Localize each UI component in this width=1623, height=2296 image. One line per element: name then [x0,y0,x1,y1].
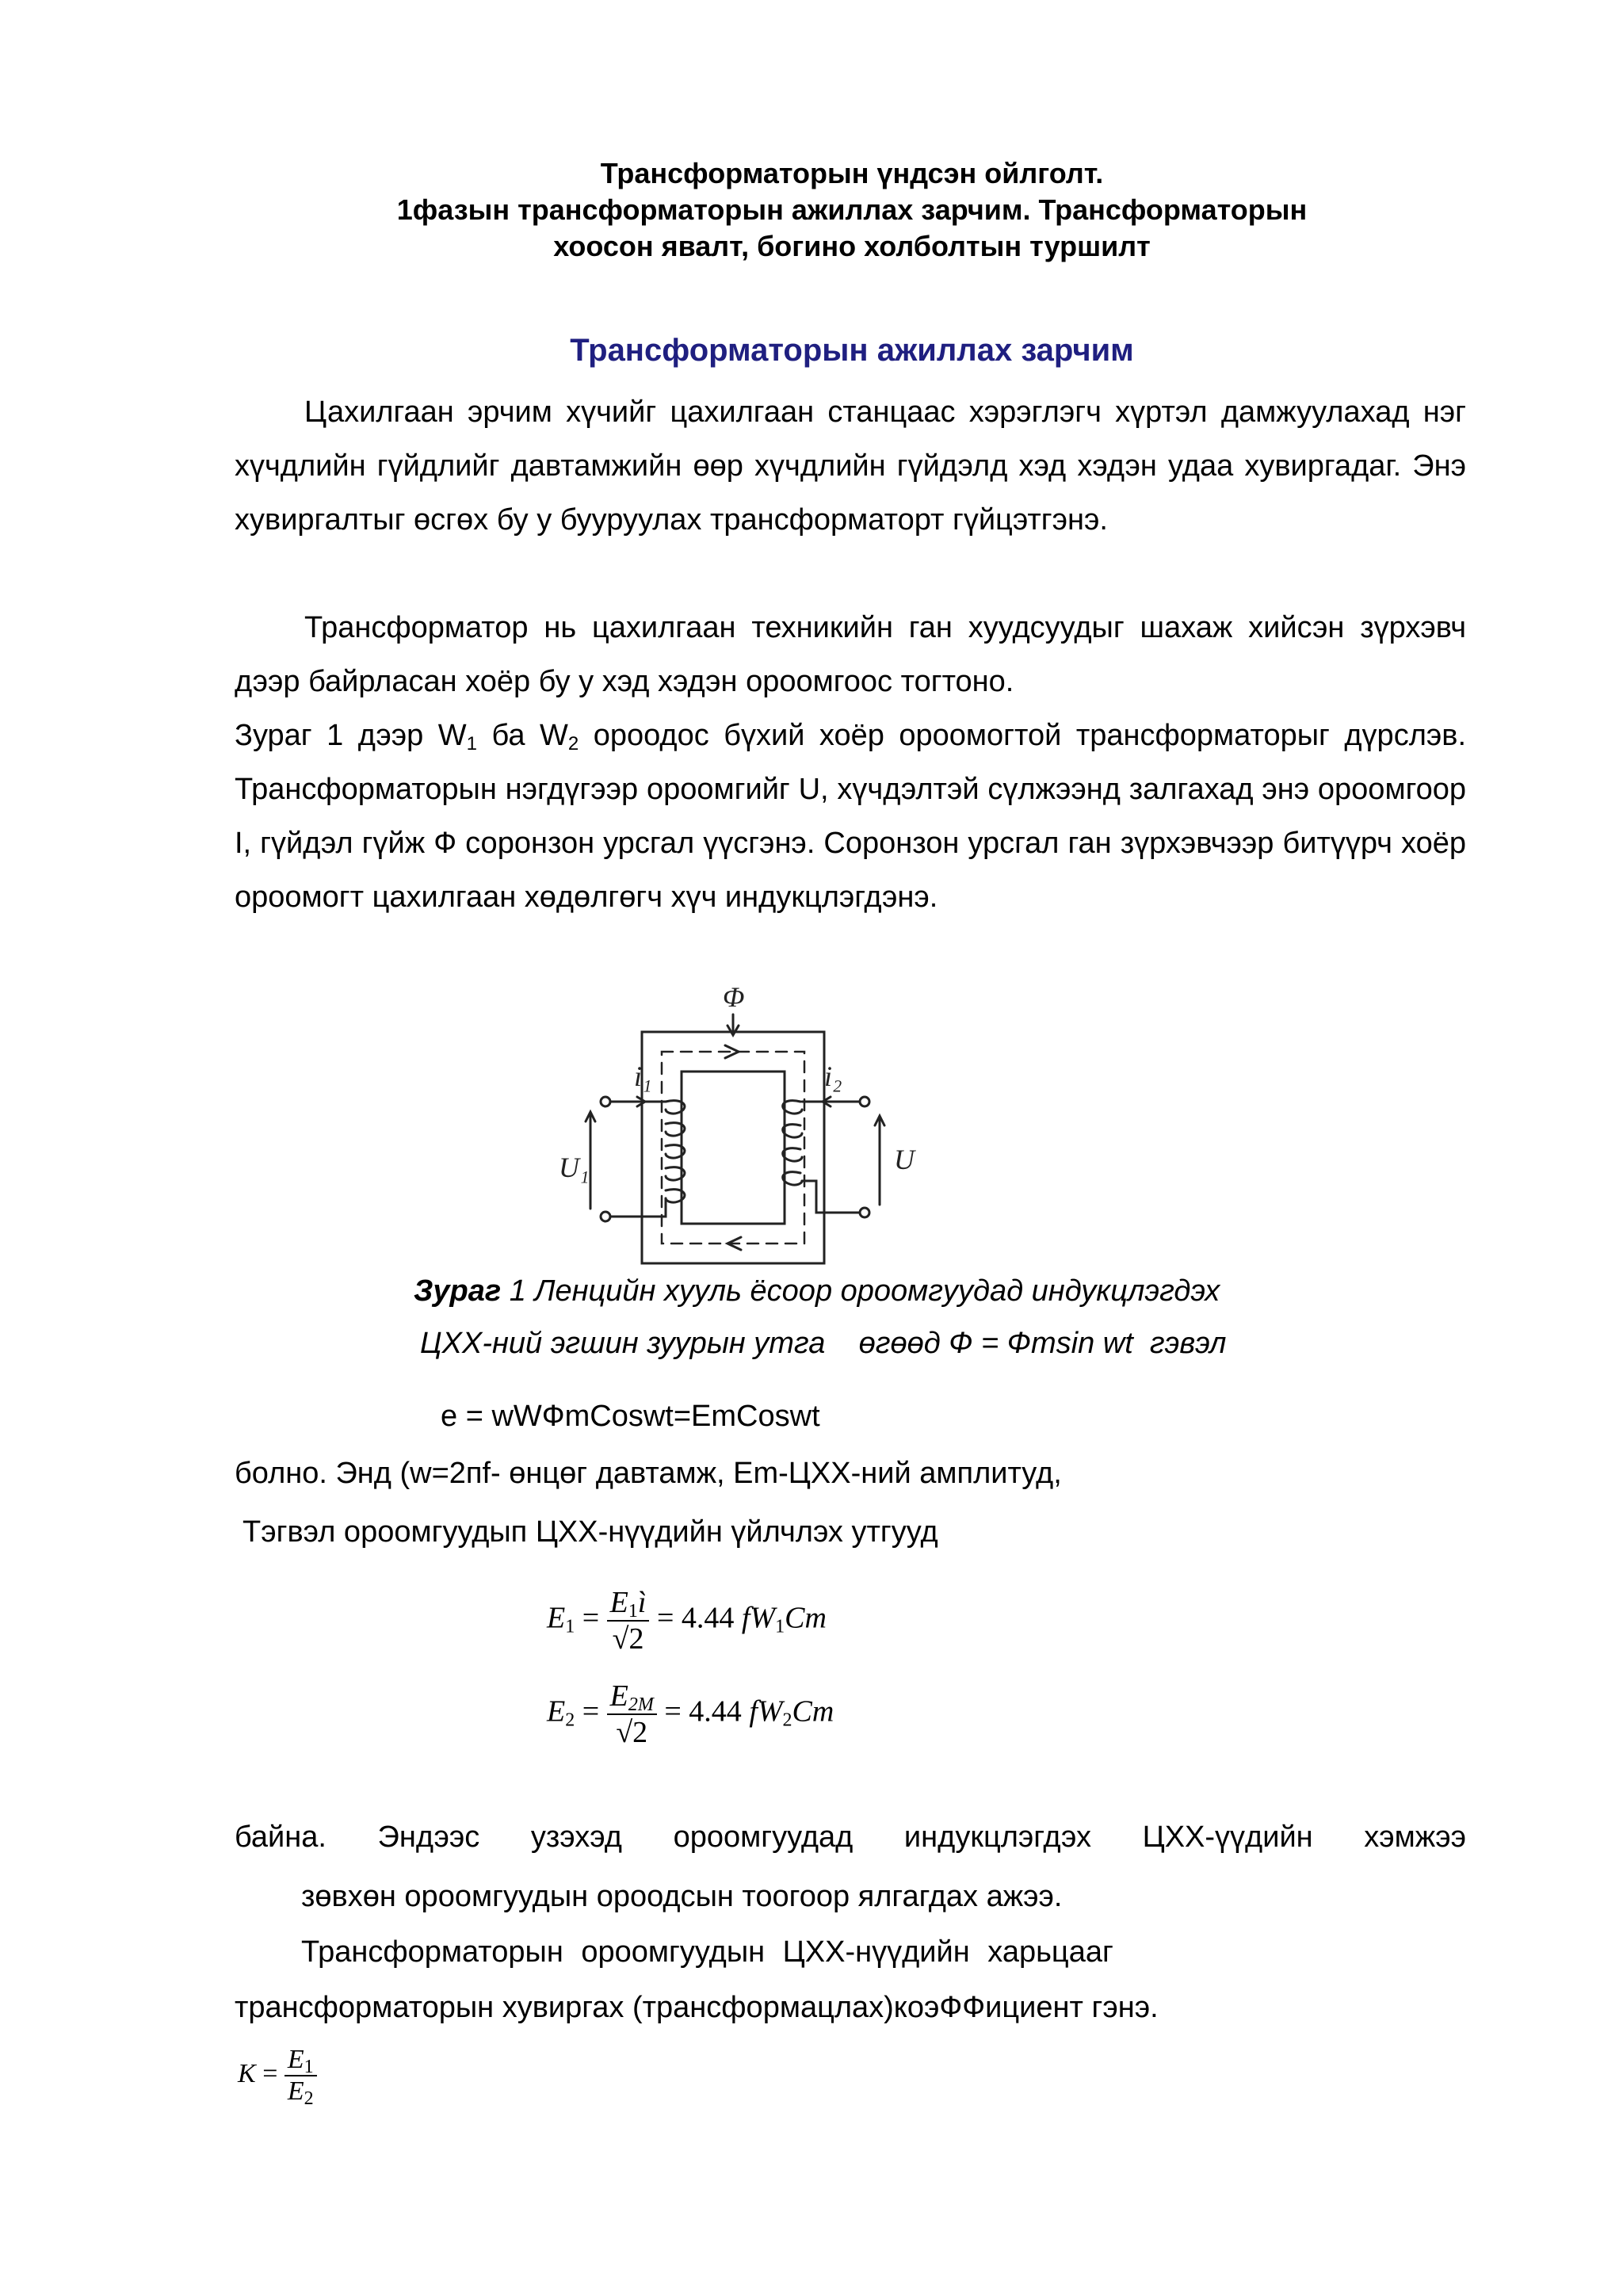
formula-e1: $E_1$ = $\frac{E_1ì}{√2}$ = 4.44 $fW_1Cm$ [547,1586,827,1656]
paragraph-1: Цахилгаан эрчим хүчийг цахилгаан станцаас хэрэглэгч хүртэл дамжуулахад нэг хүчдлийн гүйдлийг давтамжийн өөр хүчдлийн гүйдэлд хэд хэдэн удаа хувиргадаг. Энэ хувиргалтыг өсгөх бу у бууруулах трансформаторт гүйцэтгэнэ. [235,395,1466,537]
f2-num-sub: 2M [628,1694,654,1715]
f1-num: E [609,1586,628,1619]
i2-label: i₂ [824,1060,842,1092]
f2-lhs: E [547,1694,566,1729]
caption-line-2: ЦХХ-ний эгшин зуурын утга өгөөд Ф = Фmsin wt гэвэл [420,1327,1227,1360]
u2-arrow [875,1116,884,1205]
paragraph-3 [235,709,1466,924]
figure-caption [414,1274,1220,1308]
text-baina-1: байна. Эндээс узэхэд ороомгуудад индукцлэгдэх ЦХХ-үүдийн хэмжээ [235,1820,1466,1854]
f1-lhs: E [547,1601,566,1635]
caption-bold: Зураг [414,1274,502,1308]
f3-den-sub: 2 [304,2088,314,2109]
f2-rhs-f: fW [749,1694,783,1729]
para3-sub-1: 1 [466,733,477,755]
f2-den: √2 [616,1716,648,1749]
flux-label: Φ [723,983,745,1013]
terminal-secondary-bottom [860,1208,869,1217]
f3-den: E [287,2076,304,2106]
formula-k: K = $\frac{E_1}{E_2}$ [238,2045,317,2107]
f3-lhs: K [238,2058,256,2088]
f2-rhs-tail: Cm [792,1694,834,1729]
u2-label: U [894,1144,915,1175]
f2-num: E [609,1679,628,1713]
caption-rest: 1 Ленцийн хууль ёсоор ороомгуудад индукцлэгдэх [501,1274,1220,1308]
terminal-primary-top [601,1097,610,1106]
i1-label: i₁ [634,1060,652,1092]
text-ratio-2: трансформаторын хувиргах (трансформацлах)коэФФициент гэнэ. [235,1991,1159,2024]
para3-text-a: Зураг 1 дээр W [235,719,467,752]
title-line-1: Трансформаторын үндсэн ойлголт. [600,157,1104,189]
f1-num-tail: ì [637,1586,647,1619]
u1-label: U₁ [559,1152,590,1183]
text-baina-2: зөвхөн ороомгуудын ороодсын тоогоор ялгагдах ажээ. [301,1880,1063,1913]
f1-rhs-f: fW [741,1601,776,1635]
paragraph-2: Трансформатор нь цахилгаан техникийн ган хуудсуудыг шахаж хийсэн зүрхэвч дээр байрласан хоёр бу у хэд хэдэн ороомгоос тогтоно. [235,611,1466,698]
f1-rhs-sub: 1 [775,1616,785,1637]
f2-fraction [607,1679,657,1750]
title-line-3: хоосон явалт, богино холболтын туршилт [553,230,1151,262]
para3-text-c: ороодос бүхий хоёр ороомогтой трансформаторыг дүрслэв. Трансформаторын нэгдүгээр ороомгийг U, хүчдэлтэй сүлжээнд залгахад энэ ороомгоор I, гүйдэл гүйж Ф соронзон урсгал үүсгэнэ. Соронзон урсгал ган зүрхэвчээр битүүрч хоёр ороомогт цахилгаан хөдөлгөгч хүч индукцлэгдэнэ. [235,719,1466,914]
transformer-diagram [555,983,919,1276]
equation-e: e = wWФmCoswt=EmCoswt [441,1400,820,1433]
title-line-2: 1фазын трансформаторын ажиллах зарчим. Трансформаторын [396,193,1308,226]
text-tegvel: Тэгвэл ороомгуудып ЦХХ-нүүдийн үйлчлэх утгууд [242,1515,938,1549]
f1-lhs-sub: 1 [565,1616,575,1637]
f2-rhs-sub: 2 [782,1710,792,1731]
i2-arrow [823,1097,848,1106]
section-heading: Трансформаторын ажиллах зарчим [570,333,1134,368]
document-title [238,155,1466,265]
f3-num: E [287,2045,304,2074]
secondary-winding [783,1101,860,1213]
text-bolno: болно. Энд (w=2пf- өнцөг давтамж, Em-ЦХХ-ний амплитуд, [235,1457,1062,1490]
f2-rhs: = 4.44 [664,1694,750,1729]
f1-rhs-tail: Cm [785,1601,827,1635]
para3-text-b: ба W [477,719,568,752]
formula-e2: $E_2$ = $\frac{E_{2M}}{√2}$ = 4.44 $fW_2Cm$ [547,1679,834,1749]
f1-rhs: = 4.44 [656,1601,742,1635]
text-ratio-1: Трансформаторын ороомгуудын ЦХХ-нүүдийн харьцааг [301,1935,1113,1969]
f1-fraction [607,1585,650,1656]
terminal-secondary-top [860,1097,869,1106]
core-window [682,1072,785,1224]
primary-winding [610,1101,685,1217]
f2-lhs-sub: 2 [565,1710,575,1731]
terminal-primary-bottom [601,1212,610,1221]
f1-num-sub: 1 [628,1601,638,1622]
f3-num-sub: 1 [304,2057,314,2077]
f3-fraction [285,2045,317,2107]
para3-sub-2: 2 [567,733,579,755]
f1-den: √2 [612,1622,644,1656]
